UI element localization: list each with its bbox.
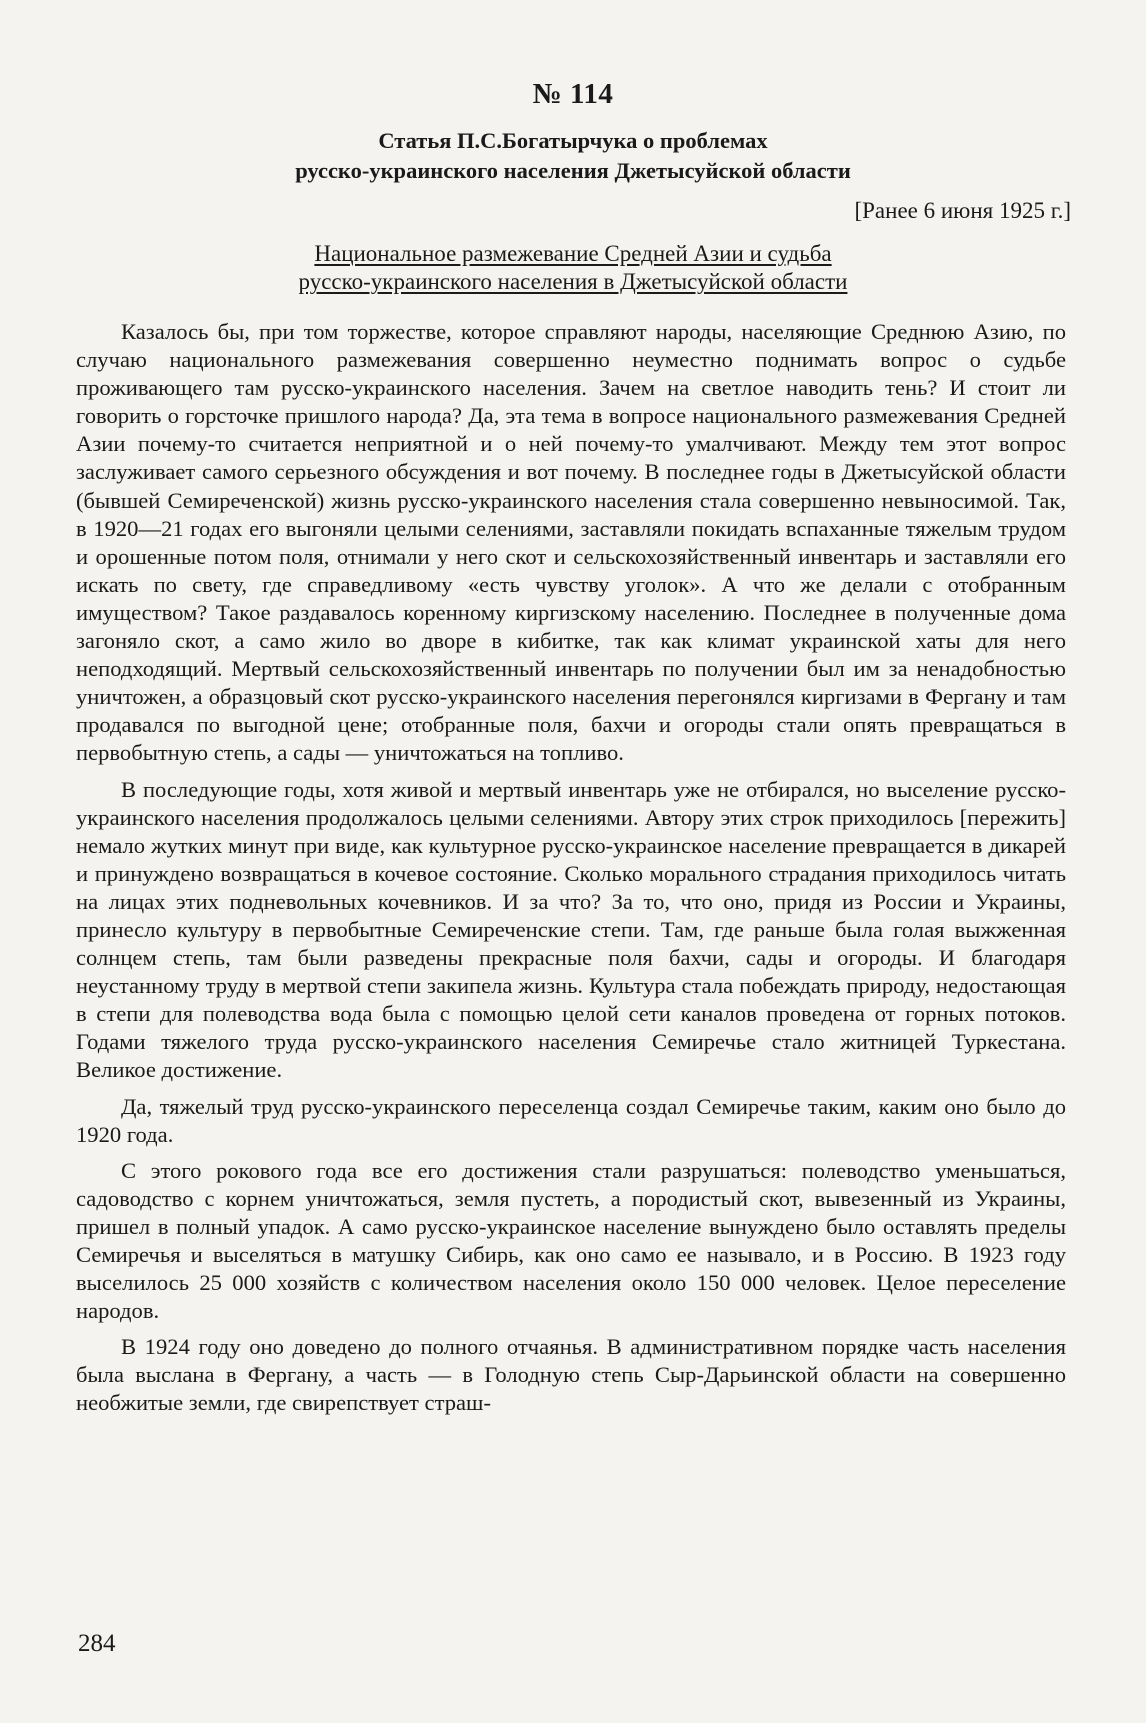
page-number: 284 (78, 1630, 116, 1657)
paragraph: Казалось бы, при том торжестве, которое справляют народы, населяющие Среднюю Азию, по случаю национального размежевания совершенно неуместно поднимать вопрос о судьбе проживающего там русско-украинского населения. Зачем на светлое наводить тень? И стоит ли говорить о горсточке пришлого народа? Да, эта тема в вопросе национального размежевания Средней Азии почему-то считается неприятной и о ней почему-то умалчивают. Между тем этот вопрос заслуживает самого серьезного обсуждения и вот почему. В последнее годы в Джетысуйской области (бывшей Семиреченской) жизнь русско-украинского населения стала совершенно невыносимой. Так, в 1920—21 годах его выгоняли целыми селениями, заставляли покидать вспаханные тяжелым трудом и орошенные потом поля, отнимали у него скот и сельскохозяйственный инвентарь и заставляли его искать по свету, где справедливому «есть чувству уголок». А что же делали с отобранным имуществом? Такое раздавалось коренному киргизскому населению. Последнее в полученные дома загоняло скот, а само жило во дворе в кибитке, так как климат украинской хаты для него неподходящий. Мертвый сельскохозяйственный инвентарь по получении был им за ненадобностью уничтожен, а образцовый скот русско-украинского населения перегонялся киргизами в Фергану и там продавался по выгодной цене; отобранные поля, бахчи и огороды стали опять превращаться в первобытную степь, а сады — уничтожаться на топливо. (76, 319, 1066, 766)
document-title (0, 126, 1146, 186)
document-date: [Ранее 6 июня 1925 г.] (854, 198, 1071, 223)
paragraph: Да, тяжелый труд русско-украинского переселенца создал Семиречье таким, каким оно было до 1920 года. (76, 1093, 1066, 1147)
paragraph: С этого рокового года все его достижения стали разрушаться: полеводство уменьшаться, садоводство с корнем уничтожаться, земля пустеть, а породистый скот, вывезенный из Украины, пришел в полный упадок. А само русско-украинское население вынуждено было оставлять пределы Семиречья и выселяться в матушку Сибирь, как оно само ее называло, и в Россию. В 1923 году выселилось 25 000 хозяйств с количеством населения около 150 000 человек. Целое переселение народов. (76, 1157, 1066, 1324)
article-heading-line: Национальное размежевание Средней Азии и судьба (314, 241, 832, 266)
article-body (76, 318, 1066, 1426)
article-heading (0, 240, 1146, 296)
document-title-line: русско-украинского населения Джетысуйской области (295, 158, 851, 183)
document-number: № 114 (532, 78, 614, 110)
document-title-line: Статья П.С.Богатырчука о проблемах (378, 128, 768, 153)
paragraph: В 1924 году оно доведено до полного отчаянья. В административном порядке часть населения была выслана в Фергану, а часть — в Голодную степь Сыр-Дарьинской области на совершенно необжитые земли, где свирепствует страш- (76, 1334, 1066, 1416)
paragraph: В последующие годы, хотя живой и мертвый инвентарь уже не отбирался, но выселение русско-украинского населения продолжалось целыми селениями. Автору этих строк приходилось [пережить] немало жутких минут при виде, как культурное русско-украинское население превращается в дикарей и принуждено возвращаться в кочевое состояние. Сколько морального страдания приходилось читать на лицах этих подневольных кочевников. И за что? За то, что оно, придя из России и Украины, принесло культуру в первобытные Семиреченские степи. Там, где раньше была голая выжженная солнцем степь, там были разведены прекрасные поля бахчи, сады и огороды. И благодаря неустанному труду в мертвой степи закипела жизнь. Культура стала побеждать природу, недостающая в степи для полеводства вода была с помощью целой сети каналов проведена от горных потоков. Годами тяжелого труда русско-украинского населения Семиречье стало житницей Туркестана. Великое достижение. (76, 776, 1066, 1083)
article-heading-line: русско-украинского населения в Джетысуйской области (298, 269, 848, 294)
